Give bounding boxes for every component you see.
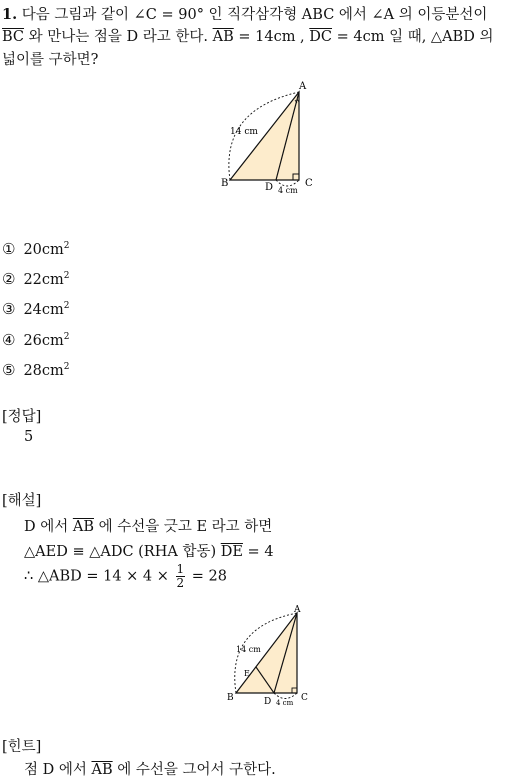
choice-1[interactable] xyxy=(2,240,70,258)
triangle-figure-2 xyxy=(222,603,317,713)
segment-dc: $\overline{DC}$ xyxy=(309,29,333,45)
question-line-2 xyxy=(2,25,493,46)
label-c: C xyxy=(305,178,313,189)
label2-14cm: 14 cm xyxy=(236,645,261,654)
solution-text-3a: ∴ △ABD = 14 × 4 × xyxy=(24,568,174,585)
solution-text-1b: 에 수선을 긋고 E 라고 하면 xyxy=(94,519,273,535)
choice-5[interactable] xyxy=(2,361,70,379)
label2-e: E xyxy=(244,669,250,678)
label-4cm: 4 cm xyxy=(278,186,298,195)
choice-5-value: $28cm^2$ xyxy=(23,361,70,379)
segment-bc: $\overline{BC}$ xyxy=(2,29,25,45)
choice-2-mark: ② xyxy=(2,270,16,288)
label2-a: A xyxy=(294,605,301,615)
choice-3-value: $24cm^2$ xyxy=(23,300,70,318)
question-line-1 xyxy=(2,3,487,24)
choice-1-value: $20cm^2$ xyxy=(23,240,70,258)
question-line-3 xyxy=(2,48,98,69)
answer-heading: [정답] xyxy=(2,409,42,425)
label-d: D xyxy=(265,182,274,193)
choice-5-mark: ⑤ xyxy=(2,361,16,379)
fraction-half xyxy=(176,563,186,590)
choice-2-value: $22cm^2$ xyxy=(23,270,70,288)
label2-b: B xyxy=(227,693,234,703)
label2-4cm: 4 cm xyxy=(276,699,294,707)
fraction-denominator: 2 xyxy=(176,576,185,590)
solution-line-1 xyxy=(24,515,272,536)
hint-text-b: 에 수선을 그어서 구한다. xyxy=(112,762,276,778)
solution-text-3b: = 28 xyxy=(187,568,227,585)
segment-de: $\overline{DE}$ xyxy=(220,544,243,560)
question-number: 1. xyxy=(2,6,18,23)
fraction-numerator: 1 xyxy=(176,562,185,576)
choice-4-mark: ④ xyxy=(2,331,16,349)
segment-ab-sol: $\overline{AB}$ xyxy=(72,519,94,535)
label-a: A xyxy=(299,81,307,92)
solution-text-2a: △AED ≡ △ADC (RHA 합동) xyxy=(24,544,221,560)
label-b: B xyxy=(221,178,229,189)
triangle-figure-1 xyxy=(215,80,315,195)
arc2-dc xyxy=(274,693,297,699)
segment-ab: $\overline{AB}$ xyxy=(212,29,234,45)
solution-line-3 xyxy=(24,563,227,590)
question-text-1: 다음 그림과 같이 ∠C = 90° 인 직각삼각형 ABC 에서 ∠A 의 이등분선이 xyxy=(21,7,488,23)
choice-3[interactable] xyxy=(2,300,70,318)
hint-heading: [힌트] xyxy=(2,739,42,755)
question-text-2c: = 4cm 일 때, △ABD 의 xyxy=(332,29,494,45)
segment-ab-hint: $\overline{AB}$ xyxy=(91,762,113,778)
question-text-2b: = 14cm , xyxy=(233,29,310,45)
choice-2[interactable] xyxy=(2,270,70,288)
hint-text-a: 점 D 에서 xyxy=(24,762,92,778)
label2-d: D xyxy=(264,697,272,707)
question-text-3: 넓이를 구하면? xyxy=(2,52,99,68)
choice-4[interactable] xyxy=(2,331,70,349)
solution-text-1a: D 에서 xyxy=(24,519,73,535)
question-text-2a: 와 만나는 점을 D 라고 한다. xyxy=(24,29,213,45)
choice-4-value: $26cm^2$ xyxy=(23,331,70,349)
solution-heading: [해설] xyxy=(2,493,42,509)
answer-value: 5 xyxy=(24,429,34,445)
hint-line-1 xyxy=(24,758,276,779)
choice-1-mark: ① xyxy=(2,240,16,258)
label2-c: C xyxy=(301,693,308,703)
solution-text-2b: = 4 xyxy=(242,544,274,560)
choice-3-mark: ③ xyxy=(2,300,16,318)
label-14cm: 14 cm xyxy=(230,127,258,137)
solution-line-2 xyxy=(24,540,274,561)
